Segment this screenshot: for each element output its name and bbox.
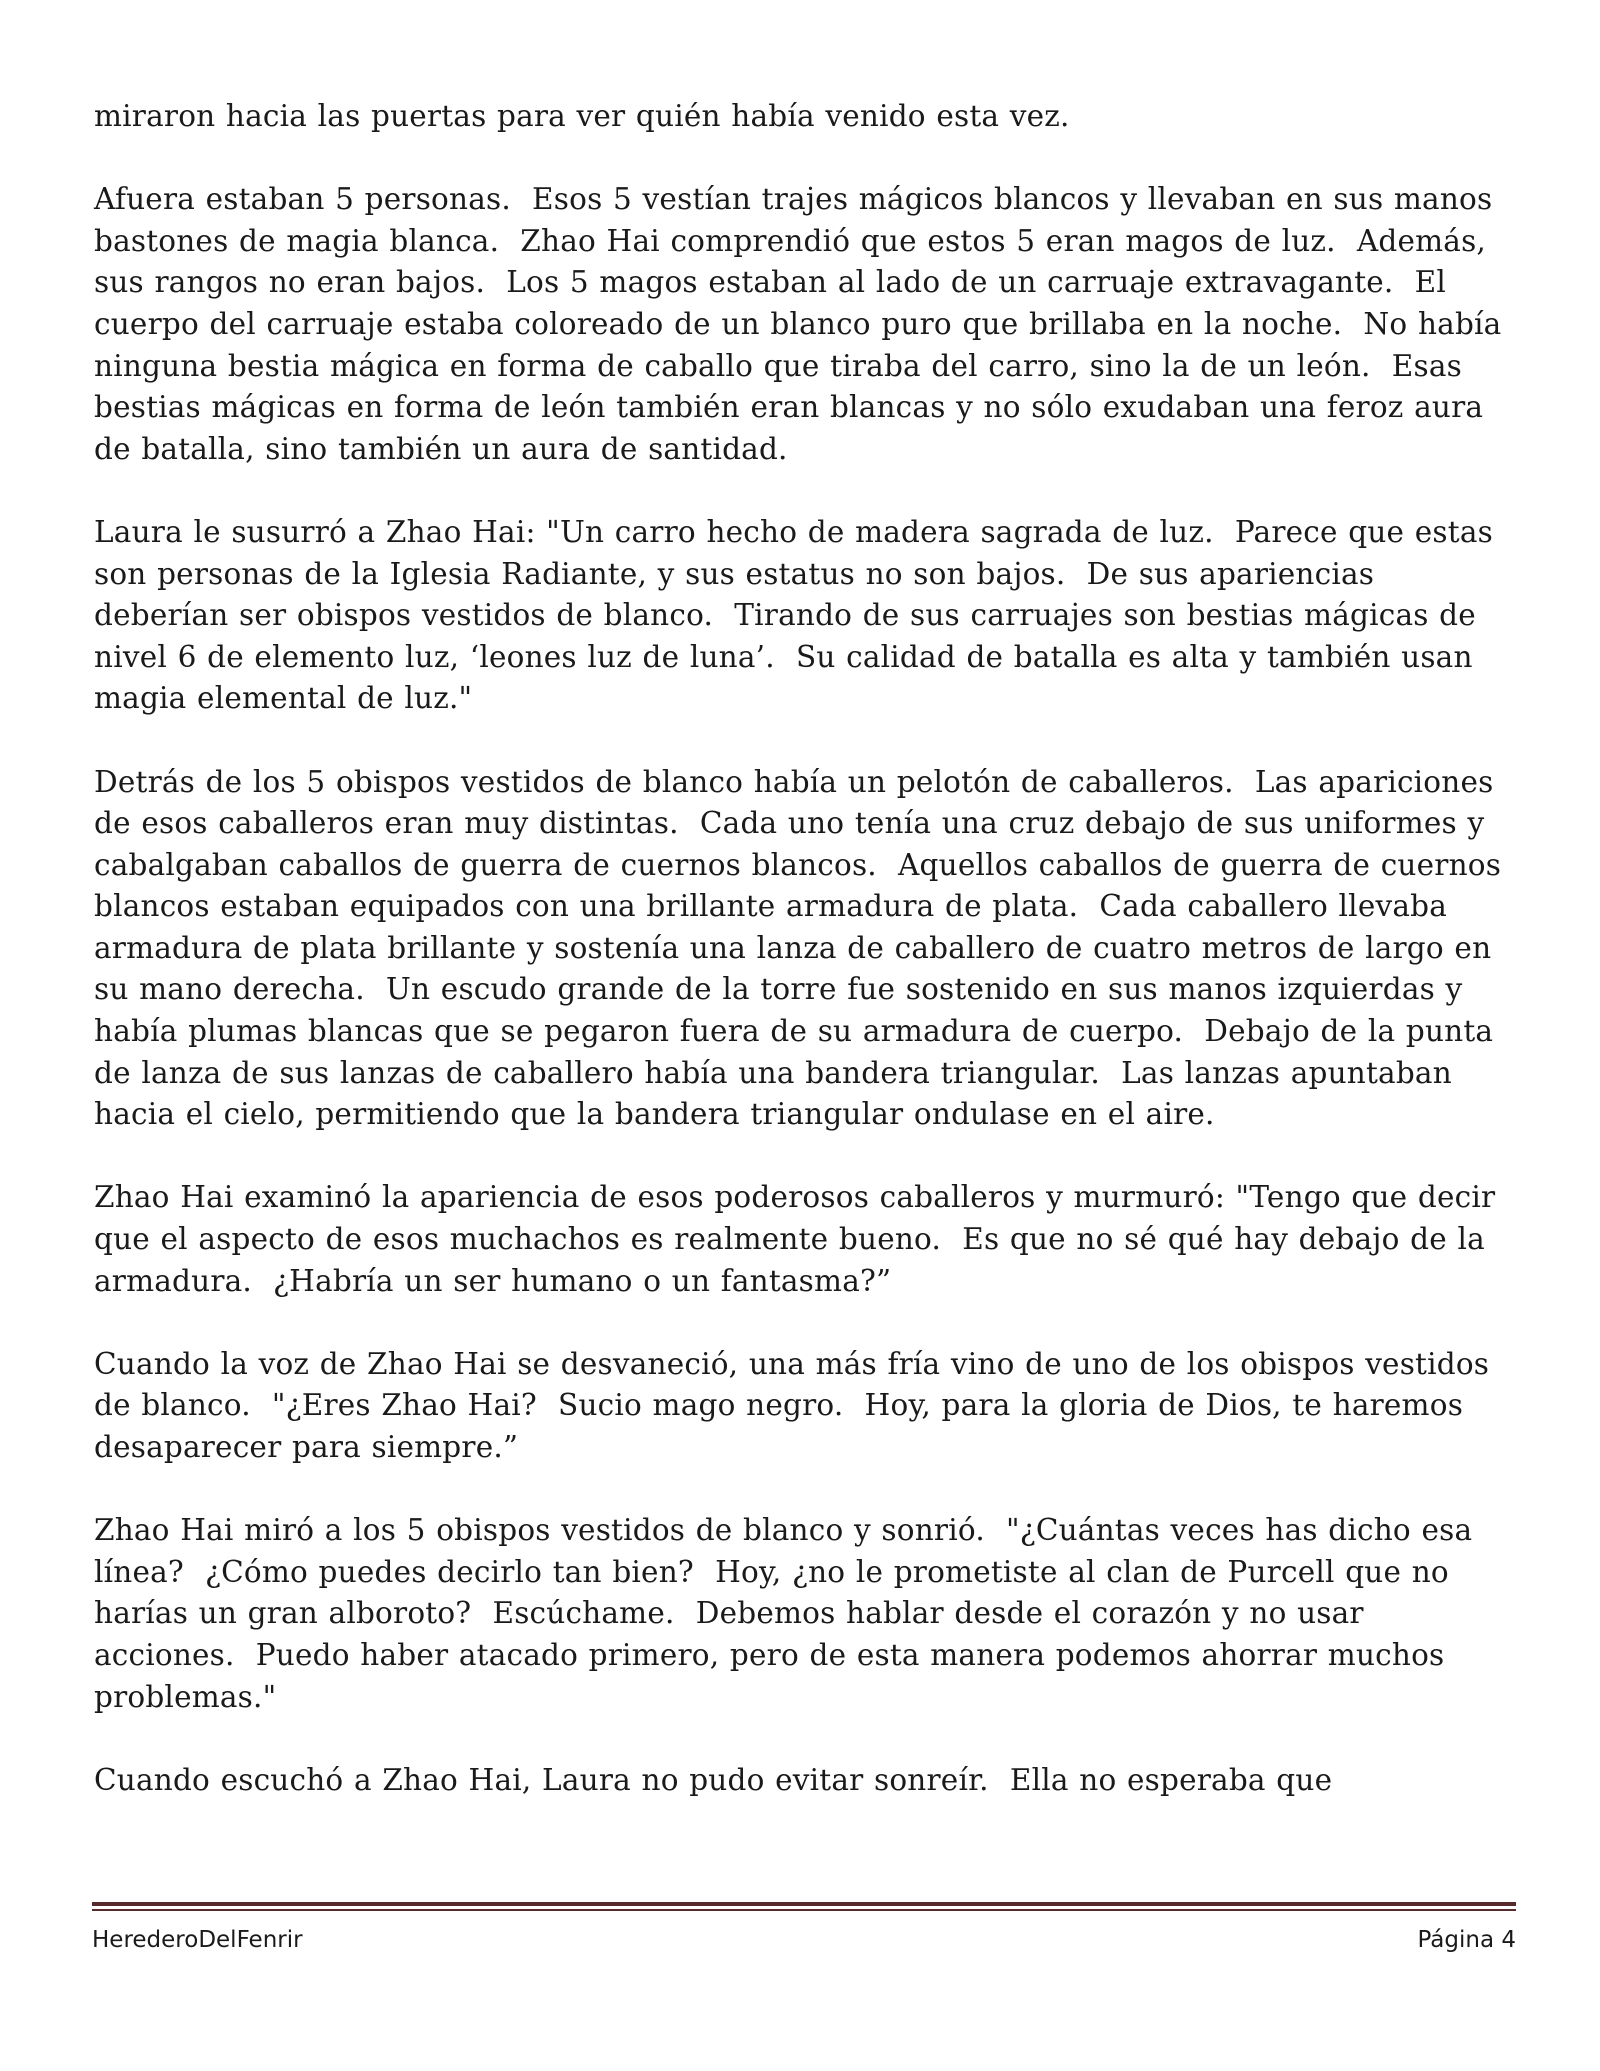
footer-divider-thick (92, 1902, 1516, 1906)
paragraph-6: Cuando la voz de Zhao Hai se desvaneció, una más fría vino de uno de los obispos vestidos de blanco. "¿Eres Zhao Hai? Sucio mago negro. Hoy, para la gloria de Dios, te haremos desaparecer para siempre.” (94, 1346, 1500, 1464)
paragraph-1: miraron hacia las puertas para ver quién había venido esta vez. (94, 99, 1070, 133)
paragraph-4: Detrás de los 5 obispos vestidos de blanco había un pelotón de caballeros. Las apariciones de esos caballeros eran muy distintas. Cada uno tenía una cruz debajo de sus uniformes y cabalgaban caballos de guerra de cuernos blancos. Aquellos caballos de guerra de cuernos blancos estaban equipados con una brillante armadura de plata. Cada caballero llevaba armadura de plata brillante y sostenía una lanza de caballero de cuatro metros de largo en su mano derecha. Un escudo grande de la torre fue sostenido en sus manos izquierdas y había plumas blancas que se pegaron fuera de su armadura de cuerpo. Debajo de la punta de lanza de sus lanzas de caballero había una bandera triangular. Las lanzas apuntaban hacia el cielo, permitiendo que la bandera triangular ondulase en el aire. (94, 764, 1512, 1132)
page-footer (92, 1920, 1516, 1960)
body-text (94, 96, 1514, 1801)
paragraph-2: Afuera estaban 5 personas. Esos 5 vestían trajes mágicos blancos y llevaban en sus manos bastones de magia blanca. Zhao Hai comprendió que estos 5 eran magos de luz. Además, sus rangos no eran bajos. Los 5 magos estaban al lado de un carruaje extravagante. El cuerpo del carruaje estaba coloreado de un blanco puro que brillaba en la noche. No había ninguna bestia mágica en forma de caballo que tiraba del carro, sino la de un león. Esas bestias mágicas en forma de león también eran blancas y no sólo exudaban una feroz aura de batalla, sino también un aura de santidad. (94, 182, 1513, 466)
footer-divider-thin (92, 1909, 1516, 1911)
paragraph-5: Zhao Hai examinó la apariencia de esos poderosos caballeros y murmuró: "Tengo que decir que el aspecto de esos muchachos es realmente bueno. Es que no sé qué hay debajo de la armadura. ¿Habría un ser humano o un fantasma?” (94, 1180, 1506, 1298)
footer-page-number: Página 4 (1417, 1927, 1516, 1953)
paragraph-7: Zhao Hai miró a los 5 obispos vestidos de blanco y sonrió. "¿Cuántas veces has dicho esa línea? ¿Cómo puedes decirlo tan bien? Hoy, ¿no le prometiste al clan de Purcell que no harías un gran alboroto? Escúchame. Debemos hablar desde el corazón y no usar acciones. Puedo haber atacado primero, pero de esta manera podemos ahorrar muchos problemas." (94, 1513, 1483, 1714)
footer-author: HerederoDelFenrir (92, 1927, 303, 1953)
paragraph-3: Laura le susurró a Zhao Hai: "Un carro hecho de madera sagrada de luz. Parece que estas son personas de la Iglesia Radiante, y sus estatus no son bajos. De sus apariencias deberían ser obispos vestidos de blanco. Tirando de sus carruajes son bestias mágicas de nivel 6 de elemento luz, ‘leones luz de luna’. Su calidad de batalla es alta y también usan magia elemental de luz." (94, 514, 1504, 716)
paragraph-8: Cuando escuchó a Zhao Hai, Laura no pudo evitar sonreír. Ella no esperaba que (94, 1762, 1333, 1797)
footer-divider (92, 1902, 1516, 1912)
